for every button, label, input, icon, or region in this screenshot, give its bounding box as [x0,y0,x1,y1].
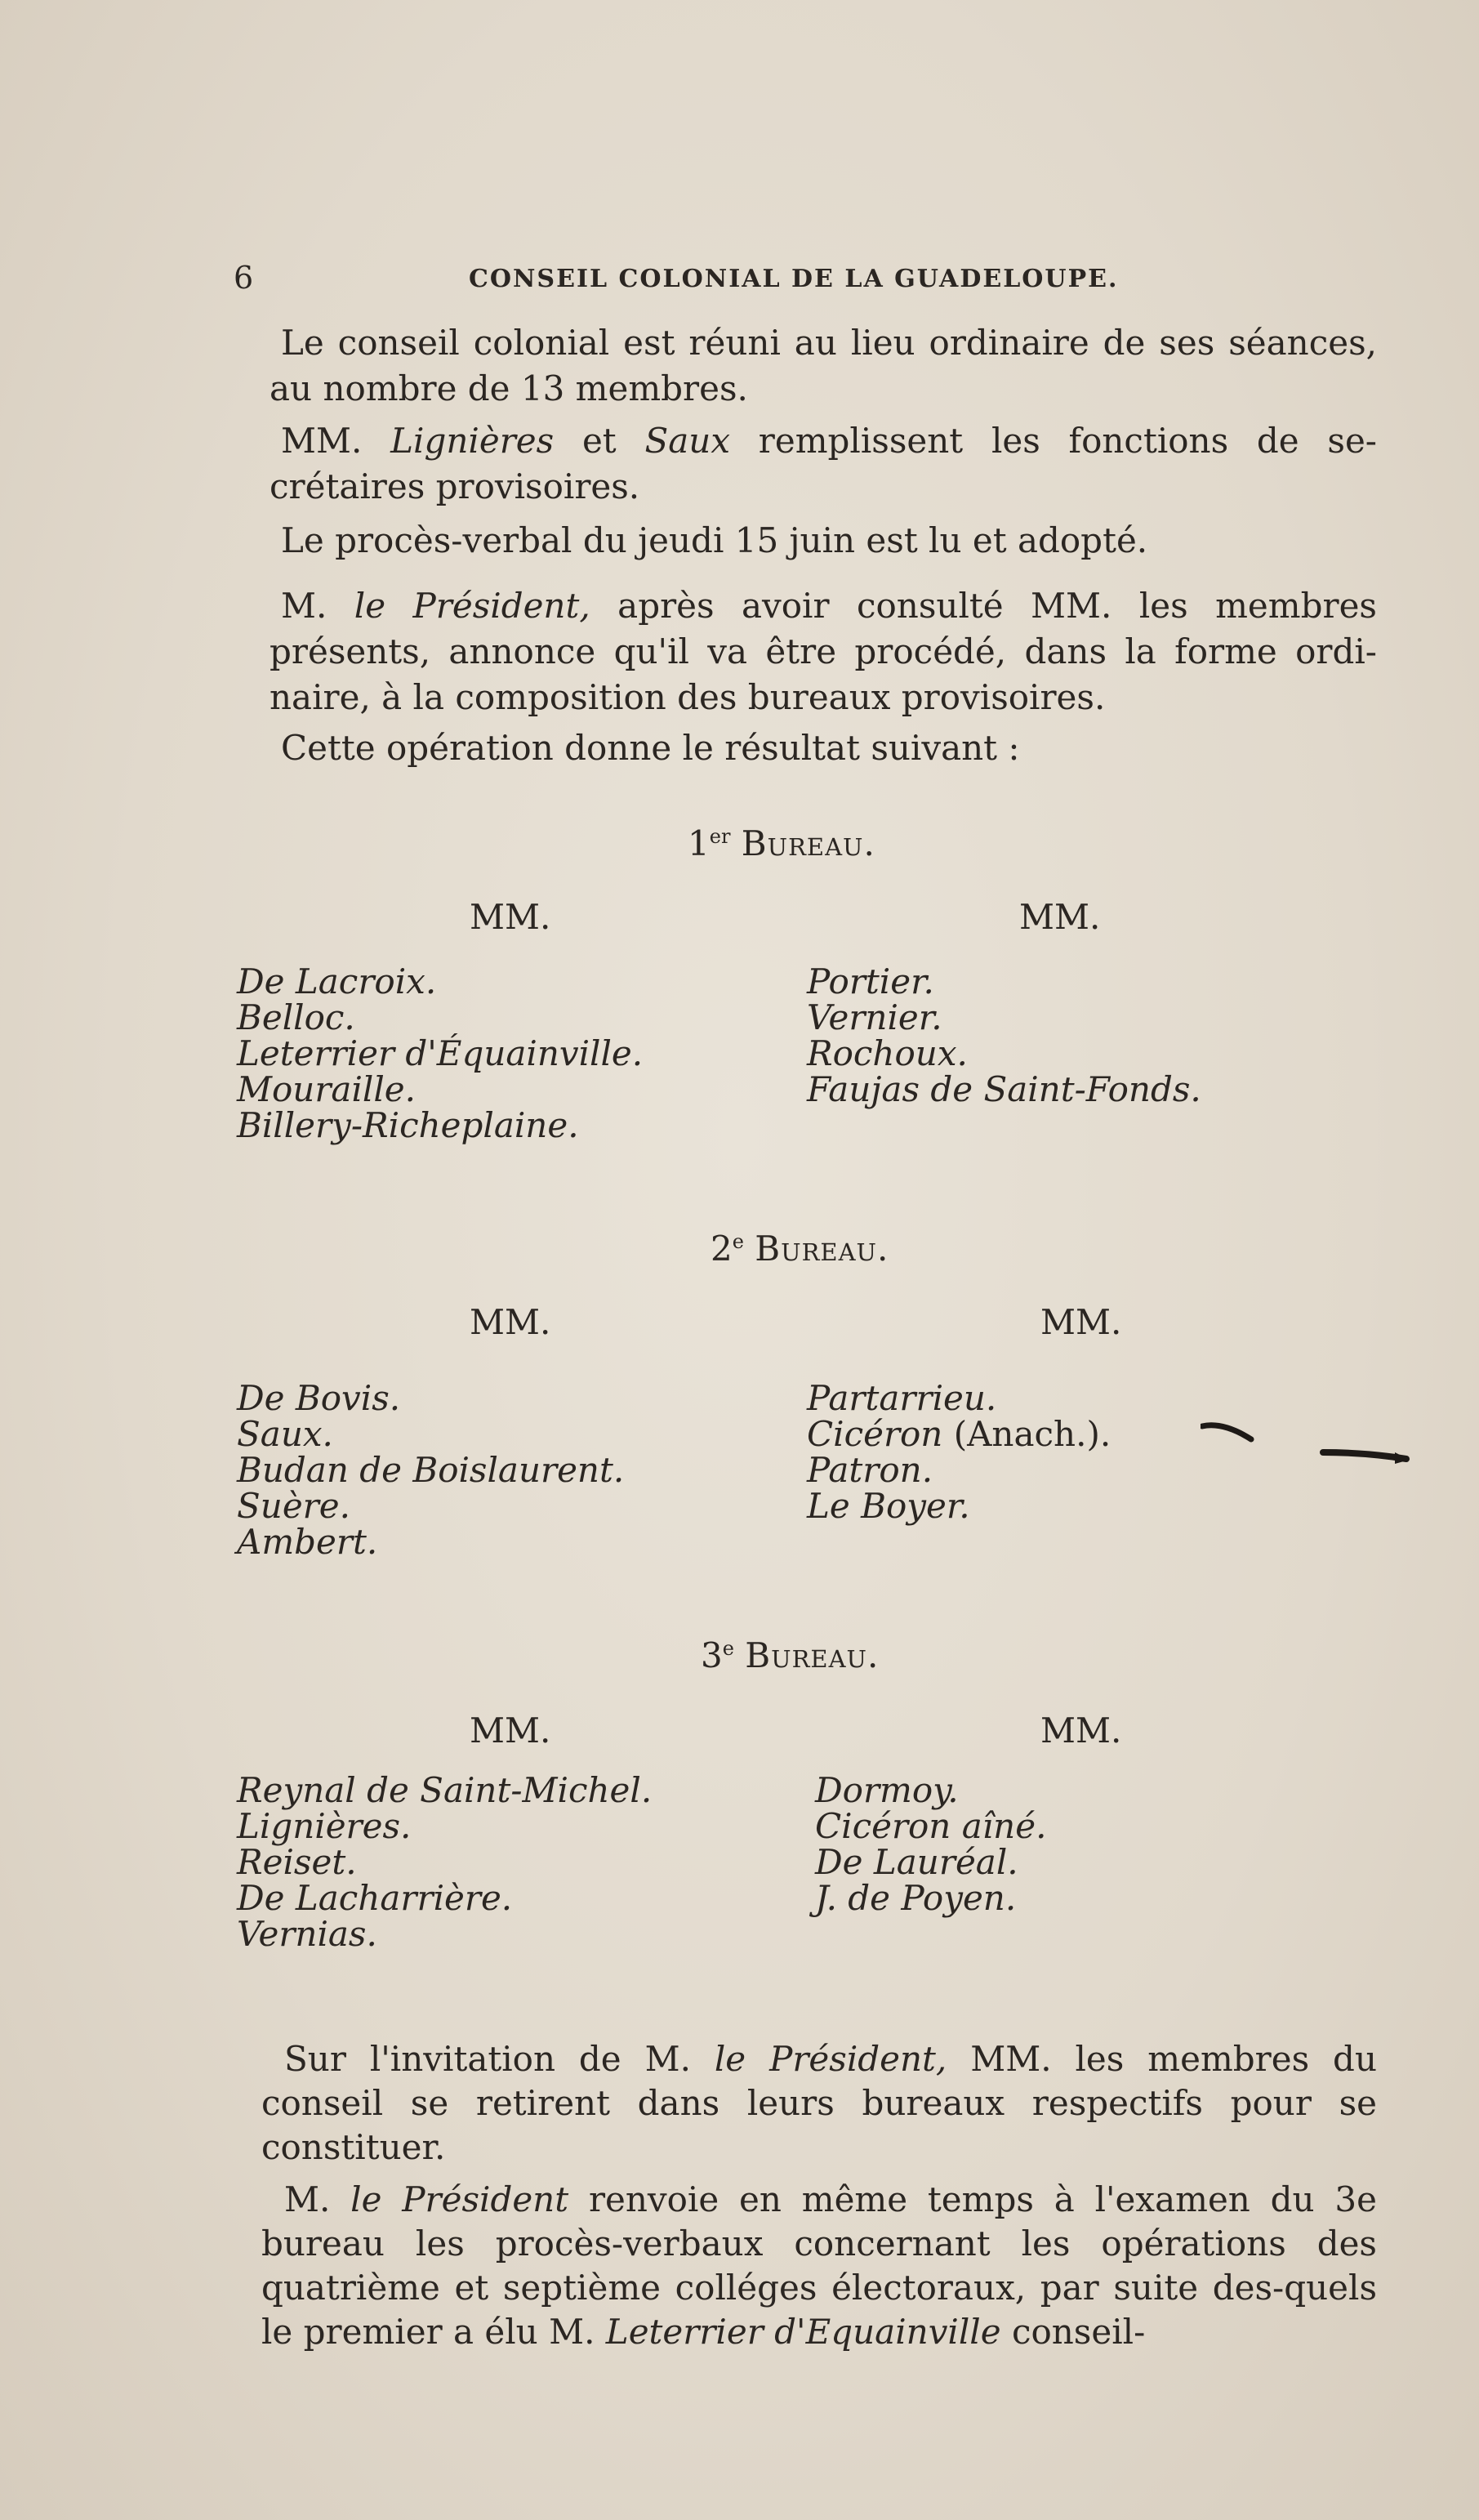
member-name: Suère. [237,1486,350,1526]
intro-paragraph-5: Cette opération donne le résultat suivant : [281,728,1020,768]
intro-paragraph-3: Le procès-verbal du jeudi 15 juin est lu et adopté. [281,520,1148,560]
member-name: Cicéron aîné. [815,1806,1047,1846]
member-name: De Lacroix. [237,961,437,1001]
bureau-2-heading: 2e Bureau. [711,1229,889,1269]
member-name: Cicéron (Anach.). [807,1414,1111,1454]
member-name: Vernias. [237,1914,377,1954]
member-name: Portier. [807,961,934,1001]
bureau-3-right-mm: MM. [1040,1710,1122,1751]
member-name: Leterrier d'Équainville. [237,1033,644,1073]
member-name: Le Boyer. [807,1486,970,1526]
member-note: (Anach.). [953,1414,1111,1454]
bureau-1-right-list [807,961,1201,1109]
handwritten-arrow-icon [1201,1420,1413,1469]
bureau-1-heading: 1er Bureau. [688,823,875,863]
member-name: Mouraille. [237,1069,416,1109]
member-name: De Lauréal. [815,1842,1018,1882]
member-name: Reiset. [237,1842,357,1882]
bureau-3-left-mm: MM. [470,1710,551,1751]
bureau-2-left-mm: MM. [470,1302,551,1342]
member-name: Patron. [807,1450,933,1490]
member-name: Billery-Richeplaine. [237,1105,579,1145]
member-name: Belloc. [237,997,355,1037]
member-name: Vernier. [807,997,942,1037]
intro-paragraph-1: Le conseil colonial est réuni au lieu ordinaire de ses séances, au nombre de 13 membres. [270,323,1377,408]
bureau-3-right-list [815,1770,1047,1918]
bureau-2-right-list [807,1380,1111,1524]
member-name: Dormoy. [815,1770,959,1810]
bureau-3-heading: 3e Bureau. [701,1635,880,1675]
member-name: Reynal de Saint-Michel. [237,1770,653,1810]
page-number: 6 [234,260,254,296]
bureau-1-left-list [237,961,644,1145]
bureau-2-right-mm: MM. [1040,1302,1122,1342]
page-header [234,260,1377,296]
member-name: De Lacharrière. [237,1878,513,1918]
closing-paragraph-1: Sur l'invitation de M. le Président, MM. les membres du conseil se retirent dans leurs bureaux respectifs pour se constituer. [261,2039,1377,2167]
bureau-3-left-list [237,1770,653,1954]
member-name: Lignières. [237,1806,412,1846]
member-name: Budan de Boislaurent. [237,1450,625,1490]
running-title: CONSEIL COLONIAL DE LA GUADELOUPE. [469,265,1119,293]
member-name: Rochoux. [807,1033,968,1073]
bureau-1-left-mm: MM. [470,897,551,937]
member-name: Partarrieu. [807,1378,997,1418]
member-name: Saux. [237,1414,333,1454]
intro-paragraph-2: MM. Lignières et Saux remplissent les fonctions de se-crétaires provisoires. [270,421,1377,506]
bureau-2-left-list [237,1380,624,1560]
intro-paragraph-4: M. le Président, après avoir consulté MM. les membres présents, annonce qu'il va être procédé, dans la forme ordi-naire, à la composition des bureaux provisoires. [270,586,1377,717]
member-name: Faujas de Saint-Fonds. [807,1069,1201,1109]
member-name: De Bovis. [237,1378,401,1418]
bureau-1-right-mm: MM. [1019,897,1101,937]
member-name: Ambert. [237,1522,378,1562]
member-name: J. de Poyen. [815,1878,1017,1918]
closing-paragraph-2: M. le Président renvoie en même temps à l'examen du 3e bureau les procès-verbaux concernant les opérations des quatrième et septième colléges électoraux, par suite des-quels le premier a élu M. Leterrier d'Equainville conseil- [261,2179,1377,2352]
